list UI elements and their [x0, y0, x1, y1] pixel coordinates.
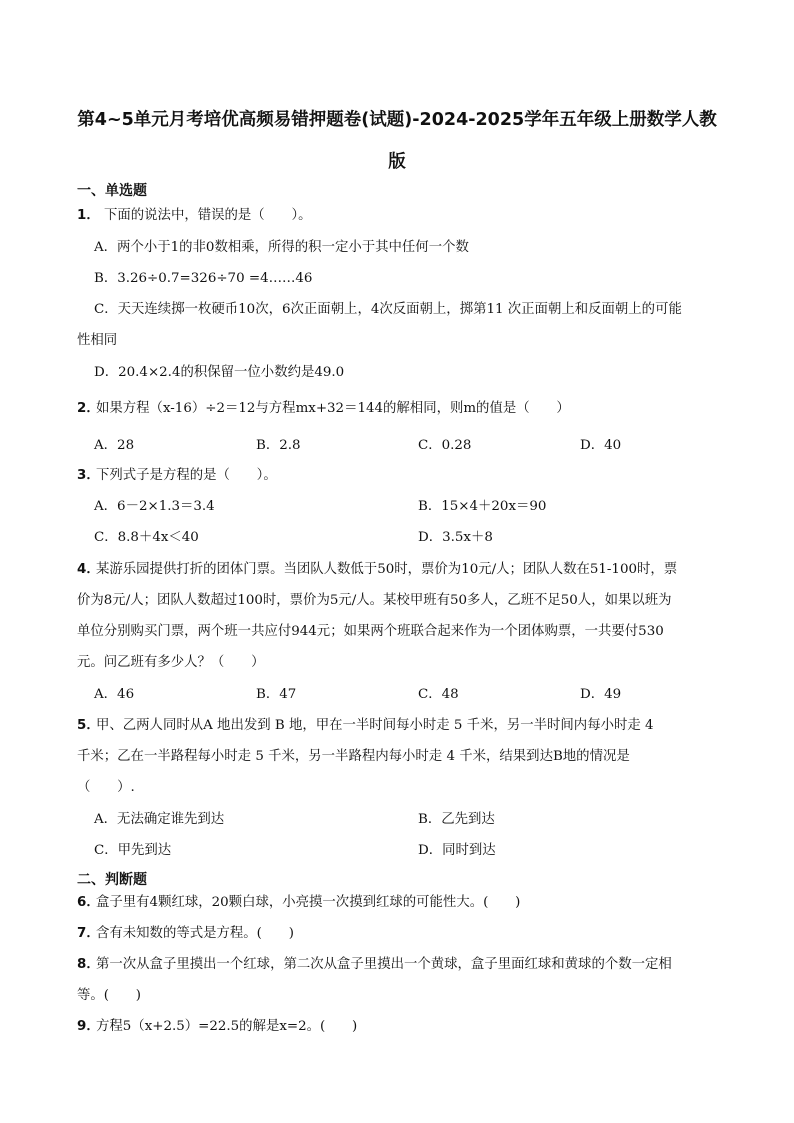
option-d: D．49	[580, 687, 622, 702]
question-stem: 下列式子是方程的是（ ）。	[96, 468, 277, 483]
option-c: C．8.8＋4x＜40	[94, 530, 199, 545]
option-d: D．同时到达	[418, 843, 496, 858]
question-number: 8．	[77, 957, 100, 972]
question-line: 甲、乙两人同时从A 地出发到 B 地，甲在一半时间每小时走 5 千米，另一半时间内每小时走 4	[96, 718, 654, 733]
question-stem: 方程5（x+2.5）=22.5的解是x=2。( )	[96, 1019, 358, 1034]
question-number: 7．	[77, 926, 100, 941]
question-stem: 下面的说法中，错误的是（ ）。	[104, 208, 312, 223]
page-title-continued: 版	[388, 152, 406, 172]
option-b: B．15×4＋20x＝90	[418, 499, 547, 514]
question-number: 6．	[77, 895, 100, 910]
option-c: C．0.28	[418, 438, 472, 453]
question-line: 价为8元/人；团队人数超过100时，票价为5元/人。某校甲班有50多人，乙班不足50人，如果以班为	[77, 593, 672, 608]
option-a: A．两个小于1的非0数相乘，所得的积一定小于其中任何一个数	[94, 240, 469, 255]
option-c: C．48	[418, 687, 459, 702]
option-c: C．天天连续掷一枚硬币10次，6次正面朝上，4次反面朝上，掷第11 次正面朝上和反面朝上的可能	[94, 302, 682, 317]
page-title: 第4~5单元月考培优高频易错押题卷(试题)-2024-2025学年五年级上册数学人教	[77, 110, 717, 130]
question-line: 千米；乙在一半路程每小时走 5 千米，另一半路程内每小时走 4 千米，结果到达B地的情况是	[77, 749, 630, 764]
option-d: D．40	[580, 438, 622, 453]
question-line: （ ）.	[77, 780, 135, 795]
option-b: B．乙先到达	[418, 812, 495, 827]
option-b: B．47	[256, 687, 297, 702]
question-number: 2．	[77, 401, 100, 416]
section-heading-true-false: 二、判断题	[77, 872, 147, 888]
option-b: B．2.8	[256, 438, 301, 453]
question-number: 4．	[77, 562, 100, 577]
question-number: 1．	[77, 208, 100, 223]
question-stem: 如果方程（x-16）÷2＝12与方程mx+32＝144的解相同，则m的值是（ ）	[96, 401, 570, 416]
question-number: 3．	[77, 468, 100, 483]
question-line: 单位分别购买门票，两个班一共应付944元；如果两个班联合起来作为一个团体购票，一共要付530	[77, 624, 664, 639]
question-line: 某游乐园提供打折的团体门票。当团队人数低于50时，票价为10元/人；团队人数在51-100时，票	[96, 562, 678, 577]
question-stem: 盒子里有4颗红球，20颗白球，小亮摸一次摸到红球的可能性大。( )	[96, 895, 521, 910]
option-a: A．无法确定谁先到达	[94, 812, 225, 827]
section-heading-single-choice: 一、单选题	[77, 183, 147, 199]
option-c: C．甲先到达	[94, 843, 172, 858]
option-a: A．6－2×1.3＝3.4	[94, 499, 215, 514]
question-line: 等。( )	[77, 988, 142, 1003]
option-a: A．46	[94, 687, 135, 702]
question-number: 9．	[77, 1019, 100, 1034]
question-line: 第一次从盒子里摸出一个红球，第二次从盒子里摸出一个黄球，盒子里面红球和黄球的个数一定相	[96, 957, 672, 972]
option-b: B．3.26÷0.7=326÷70 =4……46	[94, 271, 313, 286]
option-a: A．28	[94, 438, 135, 453]
question-stem: 含有未知数的等式是方程。( )	[96, 926, 294, 941]
question-line: 元。问乙班有多少人？（ ）	[77, 655, 265, 670]
option-d: D．3.5x＋8	[418, 530, 493, 545]
option-d: D．20.4×2.4的积保留一位小数约是49.0	[94, 365, 345, 380]
question-number: 5．	[77, 718, 100, 733]
option-c-continued: 性相同	[77, 333, 118, 348]
